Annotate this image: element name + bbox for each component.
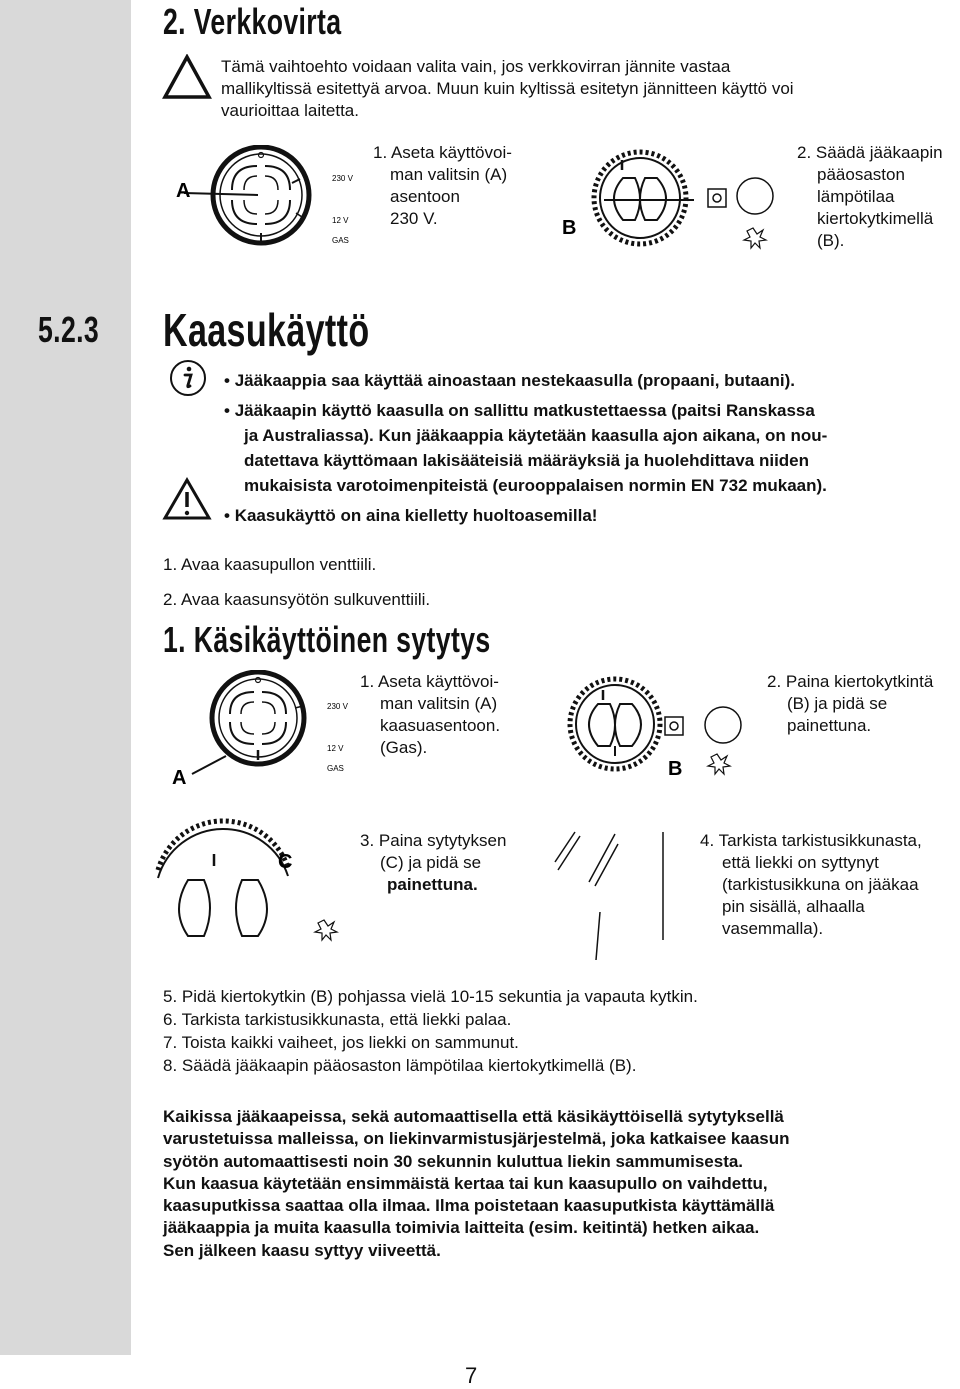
label-230v: 230 V: [327, 702, 348, 711]
label-a: A: [172, 767, 187, 789]
kasi-step-7: 7. Toista kaikki vaiheet, jos liekki on sammunut.: [163, 1033, 519, 1052]
selector-dial-diagram: [172, 145, 362, 265]
label-230v: 230 V: [332, 174, 353, 183]
page-number: 7: [465, 1363, 478, 1388]
warning-triangle-icon: [162, 476, 212, 522]
thermostat-knob-diagram: [560, 148, 785, 258]
verkkovirta-step-1: 1. Aseta käyttövoi- man valitsin (A) asentoon 230 V.: [373, 143, 512, 228]
selector-dial-diagram: [168, 670, 358, 792]
bullet-continuation: datettava käyttömaan lakisääteisiä määräyksiä ja huolehdittava niiden: [244, 451, 810, 470]
inspection-window-diagram: [540, 822, 690, 970]
warning-text: Tämä vaihtoehto voidaan valita vain, jos verkkovirran jännite vastaa mallikyltissä esitettyä arvoa. Muun kuin kyltissä esitetyn jännitteen käyttö voi vaurioittaa laitetta.: [221, 57, 794, 120]
label-c: C: [278, 851, 293, 873]
bullet-item: • Kaasukäyttö on aina kielletty huoltoasemilla!: [224, 506, 598, 525]
igniter-knob-diagram: [148, 818, 358, 958]
kasi-step-6: 6. Tarkista tarkistusikkunasta, että liekki palaa.: [163, 1010, 512, 1029]
label-a: A: [176, 180, 191, 202]
gas-step-2: 2. Avaa kaasunsyötön sulkuventtiili.: [163, 590, 431, 609]
kasi-step-8: 8. Säädä jääkaapin pääosaston lämpötilaa kiertokytkimellä (B).: [163, 1056, 637, 1075]
section-heading-kasisytytys: 1. Käsikäyttöinen sytytys: [163, 619, 491, 660]
page-margin-band: [0, 0, 131, 1355]
verkkovirta-step-2: 2. Säädä jääkaapin pääosaston lämpötilaa kiertokytkimellä (B).: [797, 143, 943, 250]
warning-triangle-icon: [162, 54, 212, 100]
kasi-step-1: 1. Aseta käyttövoi- man valitsin (A) kaasuasentoon. (Gas).: [360, 672, 501, 757]
label-b: B: [668, 758, 683, 780]
kasi-step-4: 4. Tarkista tarkistusikkunasta, että liekki on syttynyt (tarkistusikkuna on jääkaa pin sisällä, alhaalla vasemmalla).: [700, 831, 922, 938]
label-12v: 12 V: [327, 744, 344, 753]
label-12v: 12 V: [332, 216, 349, 225]
kasi-step-2: 2. Paina kiertokytkintä (B) ja pidä se painettuna.: [767, 672, 934, 735]
label-gas: GAS: [327, 764, 344, 773]
section-heading-verkkovirta: 2. Verkkovirta: [163, 1, 342, 42]
section-heading-kaasukaytto: Kaasukäyttö: [163, 304, 370, 356]
bullet-item: • Jääkaapin käyttö kaasulla on sallittu matkustettaessa (paitsi Ranskassa: [224, 401, 815, 420]
kasi-step-3: 3. Paina sytytyksen (C) ja pidä se painettuna.: [360, 831, 507, 894]
safety-note: Kaikissa jääkaapeissa, sekä automaattisella että käsikäyttöisellä sytytyksellä varustetuissa malleissa, on liekinvarmistusjärjestelmä, joka katkaisee kaasun syötön automaattisesti noin 30 sekunnin kuluttua liekin sammumisesta. Kun kaasua käytetään ensimmäistä kertaa tai kun kaasupullo on vaihdettu, kaasuputkissa saattaa olla ilmaa. Ilma poistetaan kaasuputkista käyttämällä jääkaappia ja muita kaasulla toimivia laitteita (esim. keitintä) hetken aikaa. Sen jälkeen kaasu syttyy viiveettä.: [163, 1107, 790, 1260]
section-number: 5.2.3: [38, 309, 100, 350]
info-icon: [168, 358, 208, 398]
label-gas: GAS: [332, 236, 349, 245]
kasi-step-5: 5. Pidä kiertokytkin (B) pohjassa vielä 10-15 sekuntia ja vapauta kytkin.: [163, 987, 698, 1006]
gas-step-1: 1. Avaa kaasupullon venttiili.: [163, 555, 377, 574]
bullet-continuation: mukaisista varotoimenpiteistä (eurooppalaisen normin EN 732 mukaan).: [244, 476, 827, 495]
label-b: B: [562, 217, 577, 239]
bullet-item: • Jääkaappia saa käyttää ainoastaan nestekaasulla (propaani, butaani).: [224, 371, 795, 390]
bullet-continuation: ja Australiassa). Kun jääkaappia käytetään kaasulla ajon aikana, on nou-: [244, 426, 828, 445]
thermostat-knob-diagram: [535, 676, 760, 786]
